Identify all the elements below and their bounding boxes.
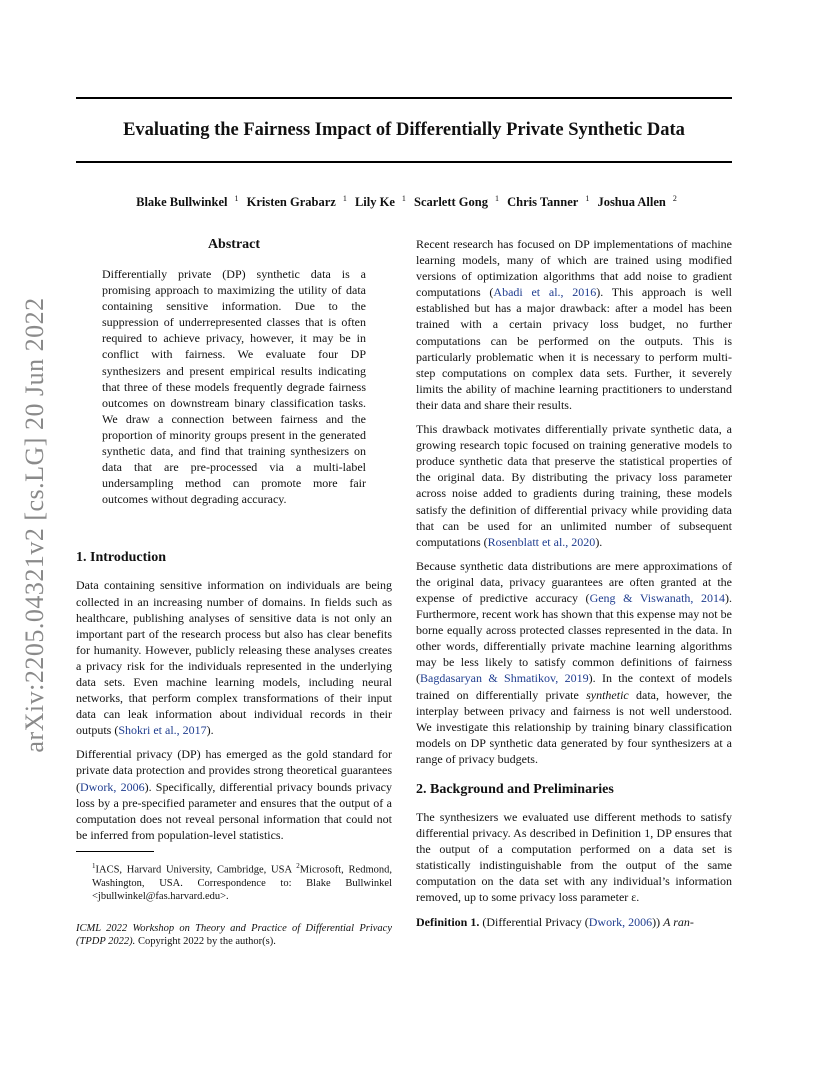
author-name: Lily Ke bbox=[354, 195, 395, 209]
section-heading-background: 2. Background and Preliminaries bbox=[416, 782, 614, 797]
venue-note: ICML 2022 Workshop on Theory and Practice of Differential Privacy (TPDP 2022). Copyright 2022 by the author(s). bbox=[76, 922, 392, 948]
citation-link[interactable]: Rosenblatt et al., 2020 bbox=[487, 534, 596, 549]
abstract-heading: Abstract bbox=[207, 237, 261, 252]
citation-link[interactable]: Dwork, 2006 bbox=[80, 779, 145, 794]
author-name: Kristen Grabarz bbox=[246, 195, 336, 209]
citation-link[interactable]: Abadi et al., 2016 bbox=[493, 285, 597, 300]
right-column bbox=[416, 236, 732, 938]
citation-link[interactable]: Geng & Viswanath, 2014 bbox=[589, 590, 726, 605]
author-affiliation-mark: 1 bbox=[401, 194, 406, 203]
citation-link[interactable]: Shokri et al., 2017 bbox=[118, 723, 207, 738]
section-heading-introduction: 1. Introduction bbox=[76, 550, 166, 566]
intro-paragraph-4: This drawback motivates differentially private synthetic data, a growing research topic focused on training generative models to produce synthetic data that preserve the statistical properties of the original data. By distributing the privacy loss parameter across noise added to gradients during training, these models satisfy the definition of differential privacy while providing data that can be used for an unlimited number of subsequent computations (Rosenblatt et al., 2020). bbox=[416, 422, 732, 549]
arxiv-watermark bbox=[20, 290, 50, 760]
author-list bbox=[76, 190, 732, 211]
author-name: Scarlett Gong bbox=[414, 195, 488, 209]
author-affiliation-mark: 2 bbox=[672, 194, 677, 203]
intro-paragraph-5: Because synthetic data distributions are mere approximations of the original data, privacy guarantees are often granted at the expense of predictive accuracy (Geng & Viswanath, 2014). Furthermore, recent work has shown that this expense may not be borne equally across protected classes represented in the data. In other words, differentially private machine learning algorithms may be less likely to satisfy common definitions of fairness (Bagdasaryan & Shmatikov, 2019). In the context of models trained on differentially private synthetic data, however, the interplay between privacy and fairness is not well understood. We investigate this relationship by training binary classification models on DP synthetic data generated by four synthesizers at a range of privacy budgets. bbox=[416, 558, 733, 766]
author-affiliation-mark: 1 bbox=[342, 194, 347, 203]
author-affiliation-mark: 1 bbox=[494, 194, 499, 203]
intro-paragraph-1: Data containing sensitive information on individuals are being collected in an increasing number of domains. In fields such as healthcare, publishing analyses of sensitive data is not only an important part of the research process but also has clear benefits for humanity. However, publicly releasing these analyses creates a privacy risk for the individuals represented in the underlying data sets. Even machine learning models, including neural networks, that perform complex transformations of their input data can leak information about individual records in their outputs (Shokri et al., 2017). bbox=[76, 578, 392, 738]
affiliation-footnote: $^1$IACS, Harvard University, Cambridge, USA $^2$Microsoft, Redmond, Washington, USA. Correspondence to: Blake Bullwinkel <jbullwinkel@fas.harvard.edu>. bbox=[92, 861, 393, 903]
author-name: Chris Tanner bbox=[507, 195, 579, 209]
author-name: Blake Bullwinkel bbox=[136, 195, 228, 209]
title-bottom-rule bbox=[76, 161, 732, 163]
intro-paragraph-3: Recent research has focused on DP implementations of machine learning models, many of which are trained using modified versions of optimization algorithms that add noise to gradient computations (Abadi et al., 2016). This approach is well established but has a major drawback: after a model has been trained with a certain privacy loss budget, no further computations can be performed on the outputs. This is particularly problematic when it is necessary to perform multi-step computations on complex data sets. Further, it severely limits the ability of machine learning practitioners to understand their data and share their results. bbox=[416, 237, 732, 412]
definition-1: Definition 1. (Differential Privacy (Dwork, 2006)) A ran- bbox=[416, 914, 694, 929]
left-column bbox=[76, 236, 392, 956]
arxiv-identifier: arXiv:2205.04321v2 [cs.LG] 20 Jun 2022 bbox=[20, 297, 49, 753]
citation-link[interactable]: Dwork, 2006 bbox=[588, 914, 653, 929]
author-affiliation-mark: 1 bbox=[585, 194, 590, 203]
author-name: Joshua Allen bbox=[597, 195, 666, 209]
background-paragraph-1: The synthesizers we evaluated use different methods to satisfy differential privacy. As described in Definition 1, DP ensures that the output of a computation performed on a data set is statistically indistinguishable from the output of the same computation on the data set with any individual’s information removed, up to some privacy loss parameter ε. bbox=[416, 810, 732, 905]
abstract-text: Differentially private (DP) synthetic data is a promising approach to maximizing the utility of data containing sensitive information. Due to the suppression of underrepresented classes that is often required to achieve privacy, however, it may be in conflict with fairness. We evaluate four DP synthesizers and present empirical results indicating that three of these models frequently degrade fairness outcomes on downstream binary classification tasks. We draw a connection between fairness and the proportion of minority groups present in the generated synthetic data, and find that training synthesizers on data that are pre-processed via a multi-label undersampling method can promote more fair outcomes without degrading accuracy. bbox=[102, 267, 366, 507]
paper-title: Evaluating the Fairness Impact of Differentially Private Synthetic Data bbox=[123, 120, 685, 140]
citation-link[interactable]: Bagdasaryan & Shmatikov, 2019 bbox=[420, 671, 589, 686]
author-affiliation-mark: 1 bbox=[234, 194, 239, 203]
intro-paragraph-2: Differential privacy (DP) has emerged as the gold standard for private data protection and provides strong theoretical guarantees (Dwork, 2006). Specifically, differential privacy bounds privacy loss by a pre-specified parameter and ensures that the output of a computation does not reveal personal information that could not be inferred from population-level statistics. bbox=[76, 747, 393, 842]
footnote-rule bbox=[76, 851, 154, 852]
title-top-rule bbox=[76, 97, 732, 99]
